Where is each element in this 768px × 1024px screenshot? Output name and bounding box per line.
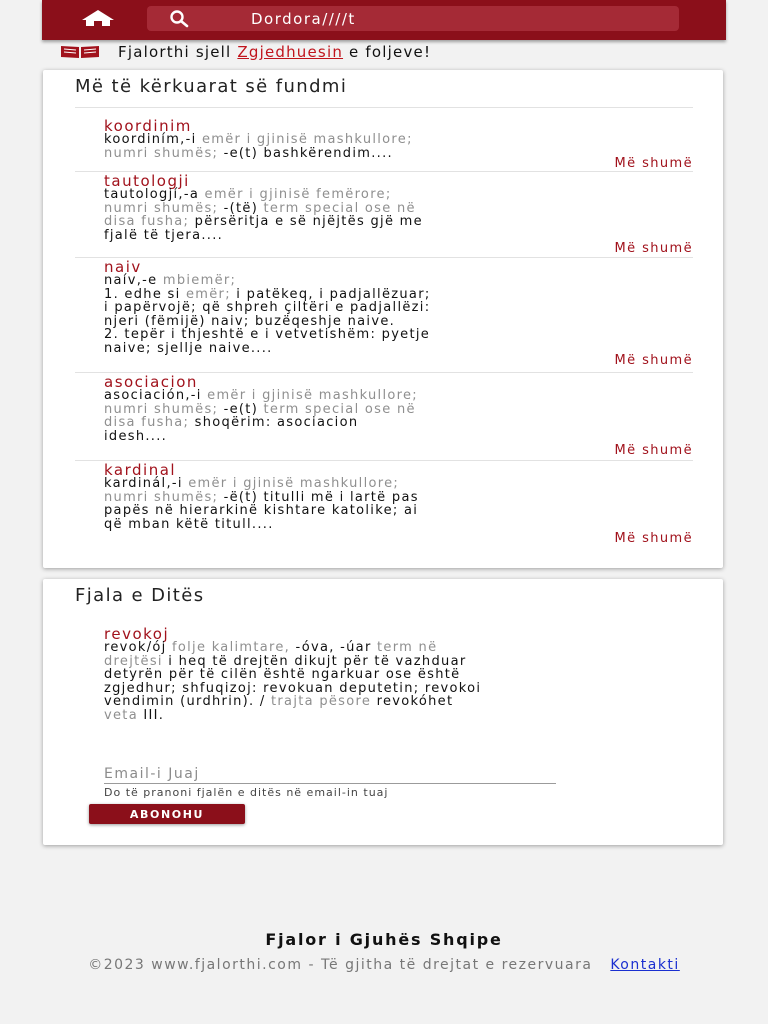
grammar-note: mbiemër; [162,273,237,288]
definition-line [104,229,604,243]
definition-text: i heq të drejtën dikujt për të vazhduar [162,653,467,669]
grammar-note: folje kalimtare, [172,640,296,655]
definition-text: papës në hierarkinë kishtare katolike; ai [104,503,419,518]
entry-definition [104,274,604,355]
word-of-day-definition [104,641,694,722]
tagline [60,42,431,62]
definition-text: asociación,-i [104,388,208,403]
definition-text: detyrën për të cilën është ngarkuar ose është [104,667,461,682]
recent-entry [75,461,693,561]
word-of-day-word[interactable]: revokoj [104,625,170,643]
definition-line [104,301,604,315]
definition-line [104,389,604,403]
definition-text: -ë(t) titulli më i lartë pas [223,489,419,505]
definition-line [104,695,694,709]
definition-text: III. [137,707,165,723]
definition-text: shoqërim: asociacion [194,415,359,430]
definition-line [104,682,694,696]
search-icon[interactable] [169,9,189,29]
divider [75,107,693,108]
definition-line [104,188,604,202]
grammar-note: disa fusha; [104,214,195,229]
definition-text: kardinál,-i [104,476,189,491]
email-hint: Do të pranoni fjalën e ditës në email-in tuaj [104,786,389,799]
grammar-note: term në [377,640,438,655]
word-of-day-title: Fjala e Ditës [75,585,205,606]
entry-definition [104,477,604,531]
entry-definition [104,188,604,242]
grammar-note: numri shumës; [104,401,224,417]
search-box[interactable] [147,6,679,31]
grammar-note: numri shumës; [104,145,224,161]
definition-text: vendimin (urdhrin). / [104,694,272,709]
more-link[interactable]: Më shumë [614,531,693,546]
grammar-note: emër i gjinisë mashkullore; [207,388,418,403]
definition-line [104,668,694,682]
definition-line [104,202,604,216]
definition-text: revok/ój [104,640,173,655]
definition-line [104,315,604,329]
definition-text: naív,-e [104,273,163,288]
definition-line [104,288,604,302]
definition-line [104,709,694,723]
definition-line [104,641,694,655]
definition-text: tautologjí,-a [104,187,205,202]
entry-word-link[interactable]: koordinim [104,117,192,135]
definition-line [104,403,604,417]
grammar-note: emër i gjinisë mashkullore; [188,476,400,491]
grammar-note: veta [104,707,138,723]
definition-line [104,491,604,505]
entry-word-link[interactable]: kardinal [104,461,177,479]
definition-line [104,147,604,161]
grammar-note: term special ose në [263,200,416,216]
entry-word-link[interactable]: naiv [104,258,142,276]
grammar-note: emër i gjinisë femërore; [204,187,392,202]
definition-line [104,430,604,444]
home-button[interactable] [78,7,118,29]
grammar-note: numri shumës; [104,200,224,216]
email-field[interactable] [104,764,556,784]
definition-text: naive; sjellje naive.... [104,340,273,356]
top-bar [42,0,726,40]
recent-entry [75,117,693,172]
grammar-note: numri shumës; [104,489,224,505]
tagline-suffix: e foljeve! [349,43,432,61]
definition-line [104,133,604,147]
open-book-icon [60,45,100,59]
definition-text: -e(t) [223,401,264,417]
definition-text: zgjedhur; shfuqizoj: revokuan deputetin; revokoi [104,680,482,696]
entry-word-link[interactable]: asociacion [104,373,198,391]
contact-link[interactable]: Kontakti [610,957,680,973]
definition-text: i patëkeq, i padjallëzuar; [230,286,431,302]
definition-text: idesh.... [104,428,168,444]
definition-text: njeri (fëmijë) naiv; buzëqeshje naive. [104,313,396,329]
more-link[interactable]: Më shumë [614,353,693,368]
conjugator-link[interactable]: Zgjedhuesin [237,43,344,61]
definition-line [104,342,604,356]
definition-text: revokóhet [371,694,454,709]
definition-text: 2. tepër i thjeshtë e i vetvetishëm: pyetje [104,327,431,342]
definition-text: përsëritja e së njëjtës gjë me [194,214,423,229]
grammar-note: trajta pësore [271,694,372,709]
definition-text: -óva, -úar [295,640,378,655]
definition-text: i papërvojë; që shpreh çiltëri e padjallëzi: [104,300,431,315]
home-icon [81,9,115,27]
entry-definition [104,133,604,160]
subscribe-button[interactable]: ABONOHU [89,804,245,824]
recent-searches-title: Më të kërkuarat së fundmi [75,76,348,97]
recent-searches-card [43,70,723,568]
more-link[interactable]: Më shumë [614,156,693,171]
word-of-day-card [43,579,723,845]
grammar-note: drejtësi [104,653,163,669]
more-link[interactable]: Më shumë [614,241,693,256]
definition-line [104,416,604,430]
definition-text: që mban këtë titull.... [104,516,274,532]
copyright-text: ©2023 www.fjalorthi.com - Të gjitha të drejtat e rezervuara [88,957,593,973]
definition-text: koordiním,-i [104,132,202,147]
definition-text: 1. edhe si [104,286,186,302]
entry-definition [104,389,604,443]
definition-text: fjalë të tjera.... [104,227,224,243]
grammar-note: emër i gjinisë mashkullore; [201,132,413,147]
tagline-prefix: Fjalorthi sjell [118,43,232,61]
recent-entry [75,172,693,258]
definition-line [104,215,604,229]
definition-line [104,477,604,491]
definition-line [104,274,604,288]
recent-entry [75,373,693,461]
definition-text: -(të) [223,200,264,216]
grammar-note: disa fusha; [104,415,195,430]
footer-title: Fjalor i Gjuhës Shqipe [265,930,503,949]
grammar-note: term special ose në [263,401,416,417]
more-link[interactable]: Më shumë [614,443,693,458]
definition-line [104,655,694,669]
definition-line [104,518,604,532]
grammar-note: emër; [185,286,231,302]
definition-text: -e(t) bashkërendim.... [223,145,393,161]
search-input[interactable] [251,8,651,29]
entry-word-link[interactable]: tautologji [104,172,190,190]
footer-copyright [70,956,698,974]
definition-line [104,328,604,342]
definition-line [104,504,604,518]
recent-entry [75,258,693,373]
